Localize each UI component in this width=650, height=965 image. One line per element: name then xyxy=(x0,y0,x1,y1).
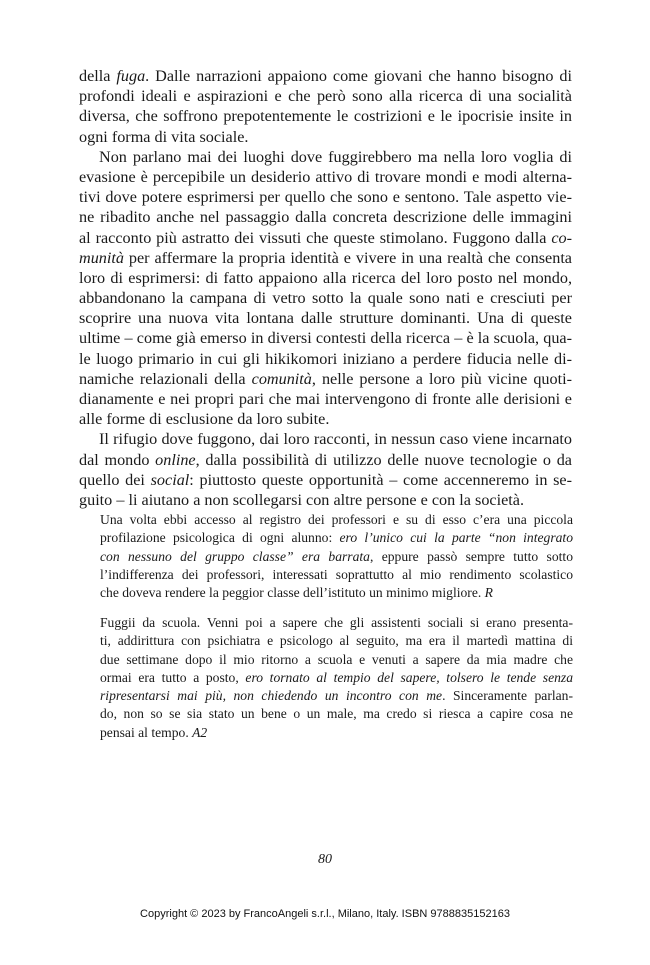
text-line xyxy=(100,548,573,566)
text-run: guito – li aiutano a non scollegarsi con altre persone e con la società. xyxy=(79,490,525,509)
text-run: che doveva rendere la peggior classe dell’istituto un minimo migliore. xyxy=(100,585,485,601)
text-line xyxy=(79,429,572,449)
text-run: pensai al tempo. xyxy=(100,724,193,740)
text-run: , nelle persone a loro più vicine quoti- xyxy=(311,369,572,388)
text-line xyxy=(79,187,572,207)
text-run: do, non so se sia stato un bene o un male, ma credo si riesca a capire cosa ne xyxy=(100,706,573,722)
italic-text: ero tornato al tempio del sapere, tolsero le tende senza xyxy=(245,669,573,685)
text-run: ultime – come già emerso in diversi contesti della ricerca – è la scuola, qua- xyxy=(79,329,572,348)
text-line xyxy=(79,127,572,147)
text-run: Una volta ebbi accesso al registro dei professori e su di esso c’era una piccola xyxy=(100,512,573,527)
text-line xyxy=(100,529,573,547)
copyright-notice: Copyright © 2023 by FrancoAngeli s.r.l., Milano, Italy. ISBN 9788835152163 xyxy=(140,908,510,920)
text-run: Non parlano mai dei luoghi dove fuggirebbero ma nella loro voglia di xyxy=(99,147,572,166)
text-line xyxy=(79,450,572,470)
text-run: diversa, che soffrono prepotentemente le costrizioni e le ipocrisie insite in xyxy=(79,107,572,126)
text-line xyxy=(79,288,572,308)
text-line xyxy=(100,724,573,742)
text-run: alle forme di esclusione da loro subite. xyxy=(79,410,330,429)
text-line xyxy=(100,511,573,529)
text-run: : piuttosto queste opportunità – come accenneremo in se- xyxy=(189,470,572,489)
text-line xyxy=(79,248,572,268)
text-run: , dalla possibilità di utilizzo delle nuove tecnologie o da xyxy=(195,450,572,469)
text-run: della xyxy=(79,67,117,85)
italic-text: R xyxy=(484,585,493,601)
text-run: per affermare la propria identità e vivere in una realtà che consenta xyxy=(123,248,572,267)
italic-text: ripresentarsi mai più, non chiedendo un incontro con me xyxy=(100,688,443,704)
text-line xyxy=(100,669,573,687)
text-run: profondi ideali e aspirazioni e che però sono alla ricerca di una socialità xyxy=(79,87,572,106)
text-run: le luogo primario in cui gli hikikomori iniziano a perdere fiducia nelle di- xyxy=(79,349,572,368)
text-run: dianamente e nei propri pari che mai intervengono di fronte alle derisioni e xyxy=(79,390,572,408)
italic-text: ero l’unico cui la parte “non integrato xyxy=(339,530,573,546)
text-line xyxy=(100,584,573,602)
text-line xyxy=(79,490,572,510)
text-run: Fuggii da scuola. Venni poi a sapere che gli assistenti sociali si erano presenta- xyxy=(100,615,573,630)
text-line xyxy=(79,470,572,490)
text-line xyxy=(100,651,573,669)
text-line xyxy=(100,566,573,584)
italic-text: A2 xyxy=(192,724,208,740)
text-run: ormai era tutto a posto, xyxy=(100,669,246,685)
text-run: profilazione psicologica di ogni alunno: xyxy=(100,530,340,546)
italic-text: co- xyxy=(551,228,572,247)
italic-text: comunità xyxy=(251,369,312,388)
text-line xyxy=(79,66,572,86)
text-run: ogni forma di vita sociale. xyxy=(79,127,249,146)
text-line xyxy=(79,369,572,389)
text-line xyxy=(79,147,572,167)
text-run: tivi dove potere esprimersi per quello che sono e sentono. Tale aspetto vie- xyxy=(79,188,572,207)
quote-block-2 xyxy=(100,614,573,742)
text-line xyxy=(100,632,573,650)
text-run: , eppure passò sempre tutto sotto xyxy=(369,548,573,564)
text-run: scoprire una nuova vita lontana dalle strutture dominanti. Una di queste xyxy=(79,309,572,328)
text-run: al racconto più astratto dei vissuti che queste stimolano. Fuggono dalla xyxy=(79,228,552,247)
text-line xyxy=(100,687,573,705)
text-run: abbandonano la campana di vetro sotto la quale sono nati e cresciuti per xyxy=(79,289,572,308)
italic-text: social xyxy=(150,470,190,489)
page-number: 80 xyxy=(318,852,332,867)
text-run: due settimane dopo il mio ritorno a scuola e venuti a sapere da mia madre che xyxy=(100,651,573,667)
text-run: dal mondo xyxy=(79,450,156,469)
text-run: l’indifferenza dei professori, interessati soprattutto al mio rendimento scolastico xyxy=(100,566,573,582)
text-line xyxy=(79,167,572,187)
text-run: . Sinceramente parlan- xyxy=(442,688,573,704)
text-line xyxy=(79,268,572,288)
text-run: quello dei xyxy=(79,470,151,489)
text-line xyxy=(79,389,572,409)
text-line xyxy=(79,228,572,248)
text-run: ne ribadito anche nel passaggio dalla concreta descrizione delle immagini xyxy=(79,208,572,227)
text-run: . Dalle narrazioni appaiono come giovani che hanno bisogno di xyxy=(145,67,572,85)
quote-block-1 xyxy=(100,511,573,602)
text-run: evasione è percepibile un desiderio attivo di trovare mondi e modi alterna- xyxy=(79,167,572,186)
text-run: loro di esprimersi: di fatto appaiono alla ricerca del loro posto nel mondo, xyxy=(79,268,572,287)
text-line xyxy=(100,614,573,632)
text-line xyxy=(79,207,572,227)
text-line xyxy=(79,106,572,126)
text-line xyxy=(79,86,572,106)
text-line xyxy=(79,328,572,348)
text-line xyxy=(79,308,572,328)
text-line xyxy=(79,409,572,429)
text-run: Il rifugio dove fuggono, dai loro racconti, in nessun caso viene incarnato xyxy=(99,430,572,449)
italic-text: munità xyxy=(79,248,124,267)
text-run: ti, addirittura con psichiatra e psicologo al seguito, ma era il martedì mattina di xyxy=(100,633,573,649)
text-run: namiche relazionali della xyxy=(79,369,252,388)
main-paragraphs xyxy=(79,66,572,510)
text-line xyxy=(100,705,573,723)
italic-text: online xyxy=(155,450,196,469)
italic-text: con nessuno del gruppo classe” era barrata xyxy=(100,548,370,564)
text-line xyxy=(79,349,572,369)
italic-text: fuga xyxy=(116,67,146,85)
